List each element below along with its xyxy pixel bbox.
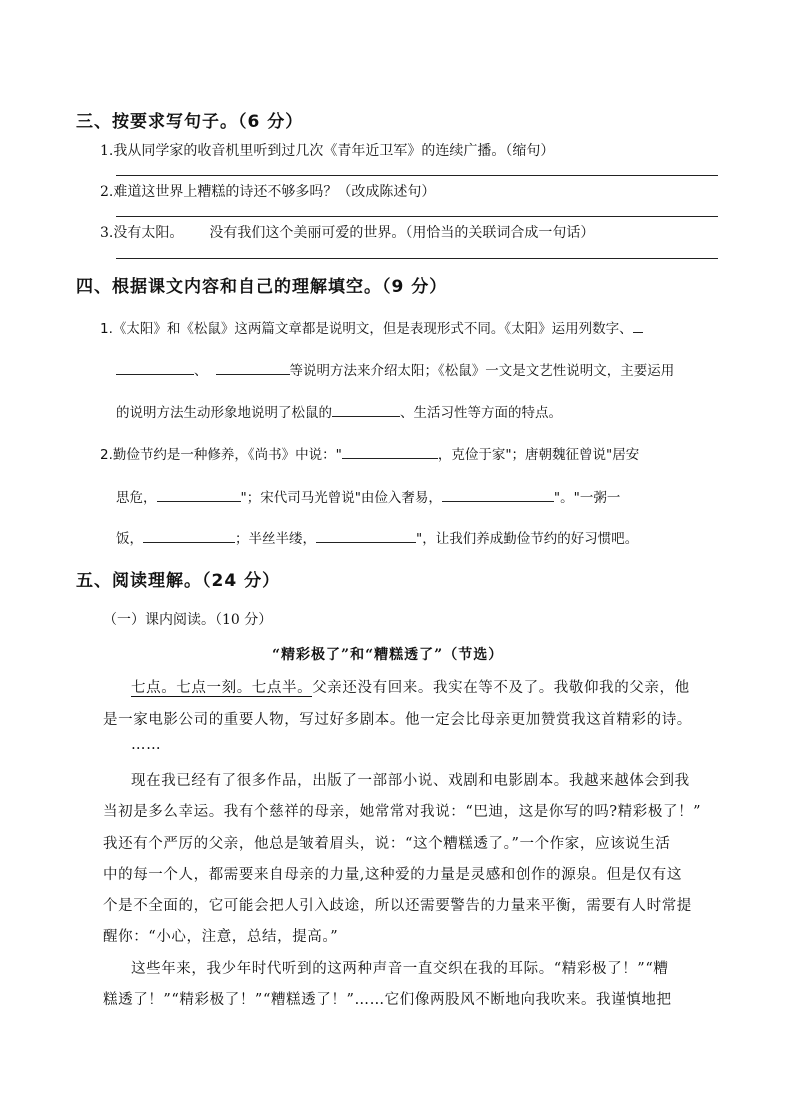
question-4-2-text-2: ，克俭于家"；唐朝魏征曾说"居安 xyxy=(437,447,640,463)
question-3-3 xyxy=(100,222,594,242)
blank-4-2-b[interactable] xyxy=(157,487,241,502)
passage-para2-line: 醒你：“小心，注意，总结，提高。” xyxy=(103,929,339,945)
passage-para3-line: 这些年来，我少年时代听到的这两种声音一直交织在我的耳际。“精彩极了！”“糟 xyxy=(131,961,669,977)
section-4-heading: 四、根据课文内容和自己的理解填空。（9 分） xyxy=(76,277,448,297)
question-4-2-text-6: 饭， xyxy=(116,531,143,547)
passage-title: “精彩极了”和“糟糕透了”（节选） xyxy=(272,647,504,663)
question-3-3-part1: 3.没有太阳。 xyxy=(100,225,184,241)
section-3-heading: 三、按要求写句子。（6 分） xyxy=(76,112,304,132)
question-4-1-text-4: 、生活习性等方面的特点。 xyxy=(400,405,562,421)
question-4-1-text: 1.《太阳》和《松鼠》这两篇文章都是说明文，但是表现形式不同。《太阳》运用列数字、 xyxy=(100,321,633,337)
passage-para2-line: 当初是多么幸运。我有个慈祥的母亲，她常常对我说：“巴迪，这是你写的吗?精彩极了！” xyxy=(103,804,702,820)
blank-4-2-c[interactable] xyxy=(442,487,554,502)
blank-4-2-a[interactable] xyxy=(342,444,438,459)
question-4-1-text-3: 的说明方法生动形象地说明了松鼠的 xyxy=(116,405,332,421)
blank-4-1-b[interactable] xyxy=(116,360,194,375)
passage-para1-line2: 是一家电影公司的重要人物，写过好多剧本。他一定会比母亲更加赞赏我这首精彩的诗。 xyxy=(103,712,692,728)
answer-line-3-3[interactable] xyxy=(116,258,718,259)
passage-para2-line: 中的每一个人，都需要来自母亲的力量,这种爱的力量是灵感和创作的源泉。但是仅有这 xyxy=(103,867,683,883)
passage-para1-line1 xyxy=(131,676,690,697)
question-4-2-line3 xyxy=(116,527,638,547)
question-4-2-text-3: 思危， xyxy=(116,490,157,506)
question-3-1: 1.我从同学家的收音机里听到过几次《青年近卫军》的连续广播。（缩句） xyxy=(100,143,555,159)
blank-4-1-d[interactable] xyxy=(332,402,400,417)
passage-para2-line: 个是不全面的，它可能会把人引入歧途，所以还需要警告的力量来平衡，需要有人时常提 xyxy=(103,898,692,914)
question-3-2: 2.难道这世界上糟糕的诗还不够多吗？（改成陈述句） xyxy=(100,184,436,200)
separator: 、 xyxy=(194,363,208,379)
question-3-3-part2: 没有我们这个美丽可爱的世界。（用恰当的关联词合成一句话） xyxy=(209,225,595,241)
section-5-heading: 五、阅读理解。（24 分） xyxy=(76,571,281,591)
question-4-2-text-7: ；半丝半缕， xyxy=(235,531,316,547)
passage-ellipsis: …… xyxy=(131,737,162,753)
question-4-1-line3 xyxy=(116,401,562,421)
subsection-5-1-heading: （一）课内阅读。（10 分） xyxy=(103,612,273,628)
question-4-1-text-2: 等说明方法来介绍太阳；《松鼠》一文是文艺性说明文，主要运用 xyxy=(289,363,675,379)
answer-line-3-2[interactable] xyxy=(116,216,718,217)
passage-para2-line: 现在我已经有了很多作品，出版了一部部小说、戏剧和电影剧本。我越来越体会到我 xyxy=(131,773,690,789)
passage-para3-line: 糕透了！”“精彩极了！”“糟糕透了！”……它们像两股风不断地向我吹来。我谨慎地把 xyxy=(103,992,672,1008)
question-4-2-text-8: "，让我们养成勤俭节约的好习惯吧。 xyxy=(416,531,639,547)
question-4-2-text-4: "；宋代司马光曾说"由俭入奢易， xyxy=(240,490,442,506)
passage-para2-line: 我还有个严厉的父亲，他总是皱着眉头，说：“这个糟糕透了。”一个作家，应该说生活 xyxy=(103,836,671,852)
question-4-2-line1 xyxy=(100,443,639,463)
blank-4-1-a[interactable] xyxy=(633,318,643,333)
blank-4-1-c[interactable] xyxy=(216,360,290,375)
question-4-2-text-5: "。"一粥一 xyxy=(553,490,621,506)
question-4-1-line2 xyxy=(116,359,674,379)
answer-line-3-1[interactable] xyxy=(116,175,718,176)
para1-text: 父亲还没有回来。我实在等不及了。我敬仰我的父亲，他 xyxy=(312,680,690,696)
question-4-1-line1 xyxy=(100,317,643,337)
underlined-phrase: 七点。七点一刻。七点半。 xyxy=(131,680,313,696)
blank-4-2-d[interactable] xyxy=(143,528,235,543)
question-4-2-line2 xyxy=(116,486,620,506)
question-4-2-text-1: 2.勤俭节约是一种修养，《尚书》中说：" xyxy=(100,447,342,463)
blank-4-2-e[interactable] xyxy=(316,528,416,543)
